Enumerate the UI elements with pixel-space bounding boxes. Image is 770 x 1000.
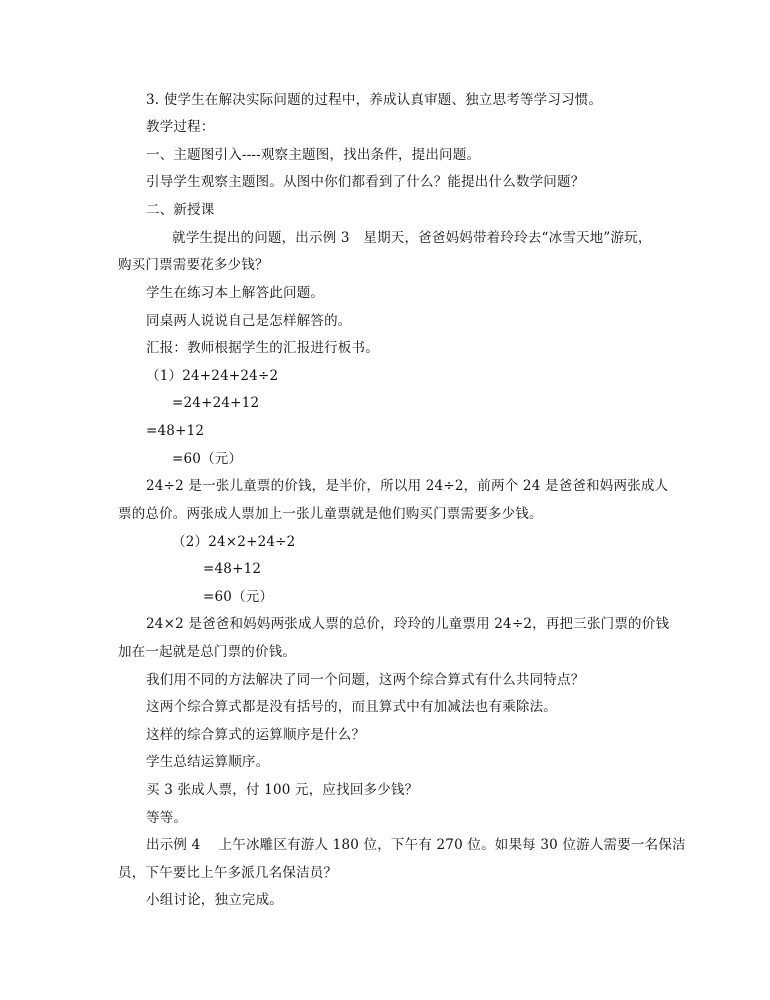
report-text: 汇报：教师根据学生的汇报进行板书。 — [146, 340, 379, 356]
method-1-step-2: =48+12 — [146, 423, 205, 439]
practice-question: 买 3 张成人票，付 100 元，应找回多少钱？ — [146, 782, 419, 798]
method-1-step-1: =24+24+12 — [172, 395, 260, 411]
step-2-heading: 二、新授课 — [146, 202, 215, 218]
method-2-expression: （2）24×2+24÷2 — [172, 534, 296, 550]
method-1-explanation-line-2: 票的总价。两张成人票加上一张儿童票就是他们购买门票需要多少钱。 — [118, 506, 543, 522]
discussion-text: 同桌两人说说自己是怎样解答的。 — [146, 313, 352, 329]
summary-order: 学生总结运算顺序。 — [146, 754, 270, 770]
step-1-heading: 一、主题图引入----观察主题图，找出条件，提出问题。 — [146, 147, 481, 163]
objective-3: 3. 使学生在解决实际问题的过程中，养成认真审题、独立思考等学习习惯。 — [146, 92, 603, 108]
method-1-explanation-line-1: 24÷2 是一张儿童票的价钱，是半价，所以用 24÷2，前两个 24 是爸爸和妈两张成人 — [146, 478, 669, 494]
example-3-text-line-2: 购买门票需要花多少钱？ — [118, 257, 269, 273]
answer-common-feature: 这两个综合算式都是没有括号的，而且算式中有加减法也有乘除法。 — [146, 699, 557, 715]
section-heading-process: 教学过程： — [146, 119, 215, 135]
question-common-feature: 我们用不同的方法解决了同一个问题，这两个综合算式有什么共同特点？ — [146, 672, 585, 688]
method-1-expression: （1）24+24+24÷2 — [146, 368, 279, 384]
method-2-step-1: =48+12 — [203, 561, 262, 577]
practice-text: 学生在练习本上解答此问题。 — [146, 285, 325, 301]
method-2-result: =60（元） — [203, 589, 274, 605]
method-2-explanation-line-1: 24×2 是爸爸和妈妈两张成人票的总价，玲玲的儿童票用 24÷2，再把三张门票的价钱 — [146, 616, 670, 632]
group-discussion-text: 小组讨论，独立完成。 — [146, 892, 283, 908]
method-1-result: =60（元） — [172, 451, 243, 467]
question-order: 这样的综合算式的运算顺序是什么？ — [146, 727, 366, 743]
example-4-text-line-1: 出示例 4 上午冰雕区有游人 180 位，下午有 270 位。如果每 30 位游人需要一名保洁 — [146, 837, 686, 853]
step-1-text: 引导学生观察主题图。从图中你们都看到了什么？能提出什么数学问题？ — [146, 174, 585, 190]
example-3-text-line-1: 就学生提出的问题，出示例 3 星期天，爸爸妈妈带着玲玲去“冰雪天地”游玩， — [172, 230, 652, 246]
example-4-text-line-2: 员，下午要比上午多派几名保洁员？ — [118, 865, 338, 881]
method-2-explanation-line-2: 加在一起就是总门票的价钱。 — [118, 644, 297, 660]
etc-text: 等等。 — [146, 810, 188, 826]
